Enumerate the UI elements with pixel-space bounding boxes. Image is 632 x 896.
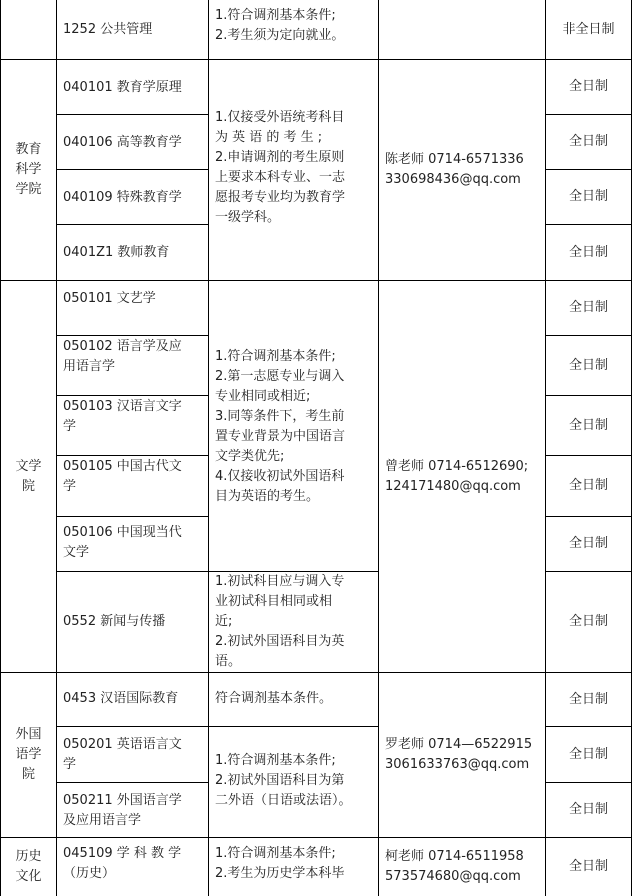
study-mode-cell: 全日制 (545, 672, 632, 727)
major-cell: 0552 新闻与传播 (56, 571, 209, 673)
major-cell: 0453 汉语国际教育 (56, 672, 209, 727)
study-mode-cell: 全日制 (545, 395, 632, 456)
requirement-cell: 1.符合调剂基本条件; 2.考生须为定向就业。 (208, 0, 379, 60)
contact-cell: 陈老师 0714-6571336 330698436@qq.com (378, 59, 546, 281)
major-cell: 040101 教育学原理 (56, 59, 209, 115)
college-cell-history: 历史 文化 (0, 837, 57, 896)
study-mode-cell: 全日制 (545, 224, 632, 281)
requirement-cell: 1.符合调剂基本条件; 2.初试外国语科目为第 二外语（日语或法语）。 (208, 726, 379, 838)
study-mode-cell: 全日制 (545, 455, 632, 517)
study-mode-cell: 全日制 (545, 114, 632, 170)
major-cell: 045109 学 科 教 学 （历史） (56, 837, 209, 896)
college-cell-blank (0, 0, 57, 60)
study-mode-cell: 全日制 (545, 280, 632, 336)
study-mode-cell: 全日制 (545, 335, 632, 396)
contact-cell: 柯老师 0714-6511958 573574680@qq.com (378, 837, 546, 896)
contact-cell: 罗老师 0714—6522915 3061633763@qq.com (378, 672, 546, 838)
requirement-cell: 1.仅接受外语统考科目 为 英 语 的 考 生 ; 2.申请调剂的考生原则 上要求本科专业、一志 愿报考专业均为教育学 一级学科。 (208, 59, 379, 281)
contact-cell: 曾老师 0714-6512690; 124171480@qq.com (378, 280, 546, 673)
study-mode-cell: 全日制 (545, 516, 632, 572)
major-cell: 050201 英语语言文 学 (56, 726, 209, 783)
study-mode-cell: 全日制 (545, 837, 632, 896)
major-cell: 1252 公共管理 (56, 0, 209, 60)
major-cell: 050103 汉语言文字 学 (56, 395, 209, 456)
major-cell: 050101 文艺学 (56, 280, 209, 336)
major-cell: 050102 语言学及应 用语言学 (56, 335, 209, 396)
requirement-cell: 1.初试科目应与调入专 业初试科目相同或相 近; 2.初试外国语科目为英 语。 (208, 571, 379, 673)
college-cell-literature: 文学 院 (0, 280, 57, 673)
study-mode-cell: 全日制 (545, 726, 632, 783)
requirement-cell: 1.符合调剂基本条件; 2.第一志愿专业与调入 专业相同或相近; 3.同等条件下，考生前 置专业背景为中国语言 文学类优先; 4.仅接收初试外国语科 目为英语的考生。 (208, 280, 379, 572)
study-mode-cell: 全日制 (545, 782, 632, 838)
major-cell: 040109 特殊教育学 (56, 169, 209, 225)
college-cell-education: 教育 科学 学院 (0, 59, 57, 281)
requirement-cell: 1.符合调剂基本条件; 2.考生为历史学本科毕 (208, 837, 379, 896)
major-cell: 050211 外国语言学 及应用语言学 (56, 782, 209, 838)
study-mode-cell: 全日制 (545, 571, 632, 673)
major-cell: 050106 中国现当代 文学 (56, 516, 209, 572)
study-mode-cell: 非全日制 (545, 0, 632, 60)
study-mode-cell: 全日制 (545, 59, 632, 115)
major-cell: 050105 中国古代文 学 (56, 455, 209, 517)
major-cell: 040106 高等教育学 (56, 114, 209, 170)
contact-cell (378, 0, 546, 60)
requirement-cell: 符合调剂基本条件。 (208, 672, 379, 727)
study-mode-cell: 全日制 (545, 169, 632, 225)
college-cell-foreign-languages: 外国 语学 院 (0, 672, 57, 838)
major-cell: 0401Z1 教师教育 (56, 224, 209, 281)
